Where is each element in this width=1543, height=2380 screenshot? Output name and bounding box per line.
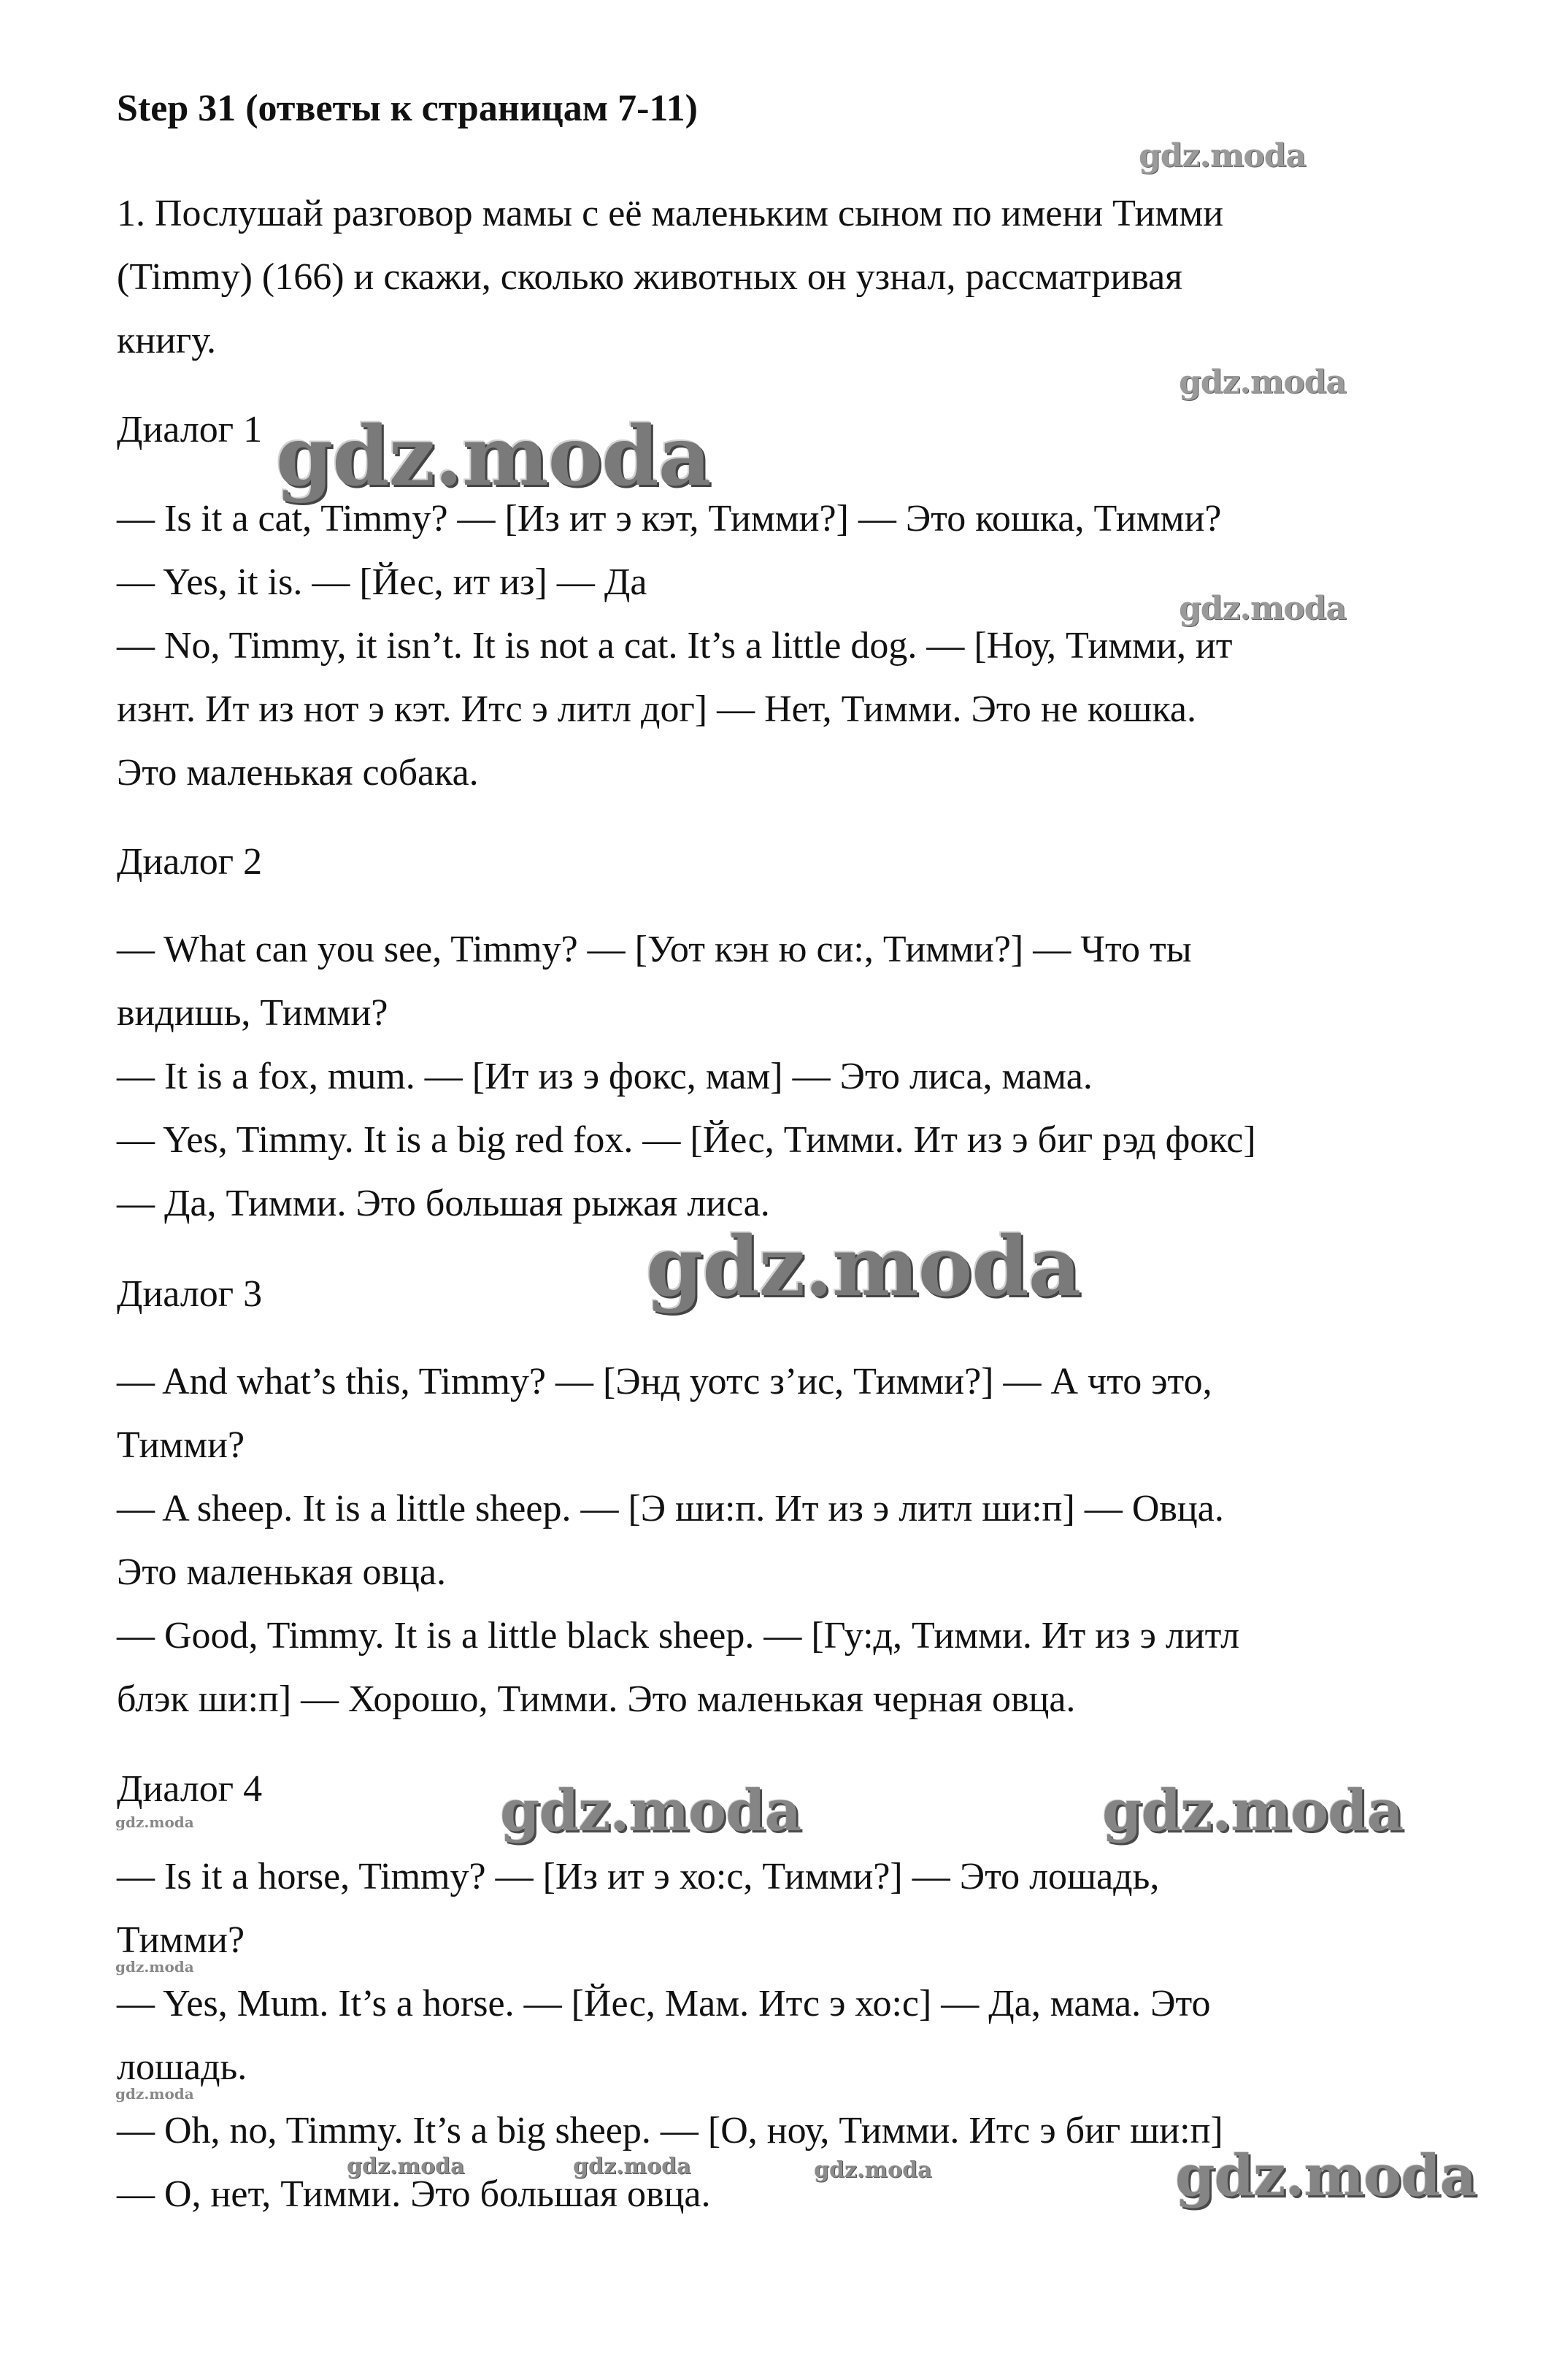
dialog-line: Тимми?: [117, 1919, 245, 1961]
dialog-line: — Is it a cat, Timmy? — [Из ит э кэт, Тимми?] — Это кошка, Тимми?: [117, 498, 1222, 540]
dialog-line: — О, нет, Тимми. Это большая овца.: [117, 2173, 711, 2215]
dialog-line: видишь, Тимми?: [117, 992, 388, 1034]
watermark: gdz.moda: [500, 1778, 801, 1844]
watermark: gdz.moda: [115, 2085, 194, 2103]
dialog-line: лошадь.: [117, 2046, 247, 2088]
watermark: gdz.moda: [1179, 364, 1347, 401]
dialog-line: — It is a fox, mum. — [Ит из э фокс, мам] — Это лиса, мама.: [117, 1056, 1093, 1097]
page-title: Step 31 (ответы к страницам 7-11): [117, 88, 698, 129]
dialog-line: Тимми?: [117, 1424, 245, 1466]
dialog-line: — Good, Timmy. It is a little black sheep. — [Гу:д, Тимми. Ит из э литл: [117, 1615, 1240, 1657]
dialog-line: изнт. Ит из нот э кэт. Итс э литл дог] — Нет, Тимми. Это не кошка.: [117, 688, 1197, 730]
watermark: gdz.moda: [1175, 2143, 1477, 2209]
dialog-line: — Yes, it is. — [Йес, ит из] — Да: [117, 561, 647, 603]
dialog-line: — Is it a horse, Timmy? — [Из ит э хо:с, Тимми?] — Это лошадь,: [117, 1856, 1160, 1897]
watermark: gdz.moda: [1179, 590, 1347, 627]
dialog-heading: Диалог 1: [117, 409, 263, 450]
dialog-heading: Диалог 2: [117, 841, 263, 883]
dialog-line: — Yes, Timmy. It is a big red fox. — [Йес, Тимми. Ит из э биг рэд фокс]: [117, 1119, 1256, 1161]
watermark: gdz.moda: [573, 2154, 691, 2179]
dialog-line: — Да, Тимми. Это большая рыжая лиса.: [117, 1183, 770, 1224]
task-text-line: книгу.: [117, 320, 217, 361]
watermark: gdz.moda: [1139, 137, 1307, 174]
dialog-line: Это маленькая овца.: [117, 1551, 446, 1593]
dialog-heading: Диалог 3: [117, 1273, 263, 1315]
watermark: gdz.moda: [646, 1219, 1081, 1315]
task-text-line: (Timmy) (166) и скажи, сколько животных он узнал, рассматривая: [117, 256, 1183, 298]
dialog-line: блэк ши:п] — Хорошо, Тимми. Это маленькая черная овца.: [117, 1678, 1076, 1720]
watermark: gdz.moda: [814, 2157, 932, 2183]
dialog-line: — No, Timmy, it isn’t. It is not a cat. It’s a little dog. — [Ноу, Тимми, ит: [117, 625, 1233, 667]
watermark: gdz.moda: [115, 1958, 194, 1976]
watermark: gdz.moda: [347, 2154, 465, 2179]
watermark: gdz.moda: [1102, 1778, 1404, 1844]
dialog-line: — And what’s this, Timmy? — [Энд уотс з’ис, Тимми?] — А что это,: [117, 1361, 1212, 1402]
dialog-heading: Диалог 4: [117, 1768, 263, 1810]
task-text-line: 1. Послушай разговор мамы с её маленьким сыном по имени Тимми: [117, 193, 1224, 234]
watermark: gdz.moda: [115, 1813, 194, 1831]
dialog-line: — Oh, no, Timmy. It’s a big sheep. — [О, ноу, Тимми. Итс э биг ши:п]: [117, 2110, 1223, 2151]
dialog-line: Это маленькая собака.: [117, 752, 479, 794]
dialog-line: — Yes, Mum. It’s a horse. — [Йес, Мам. Итс э хо:с] — Да, мама. Это: [117, 1983, 1211, 2024]
dialog-line: — A sheep. It is a little sheep. — [Э ши:п. Ит из э литл ши:п] — Овца.: [117, 1488, 1224, 1529]
watermark: gdz.moda: [276, 409, 711, 504]
dialog-line: — What can you see, Timmy? — [Уот кэн ю си:, Тимми?] — Что ты: [117, 929, 1192, 970]
